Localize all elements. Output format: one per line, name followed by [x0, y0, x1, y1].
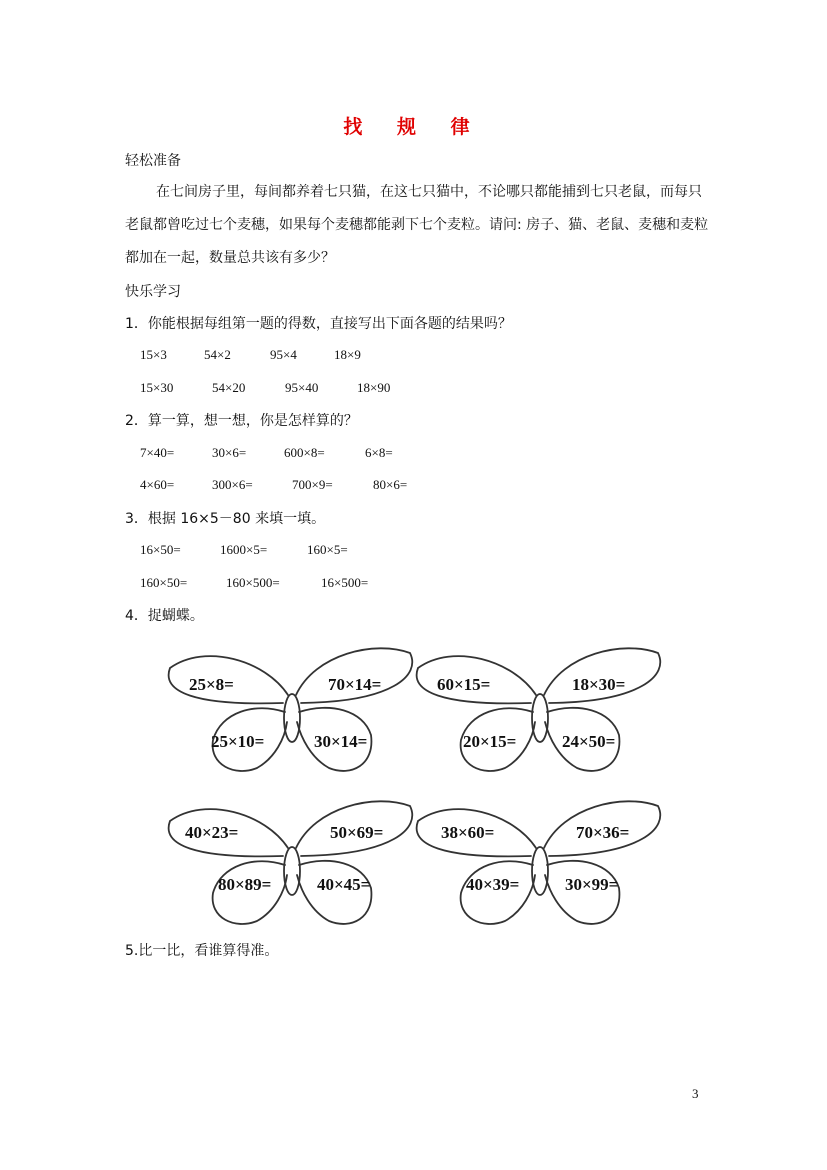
q2-item: 700×9= — [292, 477, 333, 492]
prep-heading: 轻松准备 — [125, 153, 181, 169]
butterfly-equation: 38×60= — [441, 823, 495, 842]
q3-item: 160×500= — [226, 575, 280, 590]
q3-item: 16×500= — [321, 575, 369, 590]
q2-row-1 — [140, 445, 393, 461]
q3-item: 160×50= — [140, 575, 188, 590]
q3-item: 1600×5= — [220, 542, 268, 557]
page-number: 3 — [692, 1086, 699, 1101]
q4-prompt: 4．捉蝴蝶。 — [125, 608, 204, 624]
q3-item: 16×50= — [140, 542, 181, 557]
q1-row-2 — [140, 380, 390, 396]
q2-prompt: 2．算一算，想一想，你是怎样算的？ — [125, 413, 358, 429]
butterfly-equation: 20×15= — [463, 732, 517, 751]
q2-item: 80×6= — [373, 477, 408, 492]
butterfly-1 — [165, 640, 420, 780]
q2-row-2 — [140, 477, 407, 493]
butterfly-3 — [165, 793, 420, 933]
butterfly-equation: 25×10= — [211, 732, 265, 751]
butterfly-equation: 70×36= — [576, 823, 630, 842]
butterfly-equation: 50×69= — [330, 823, 384, 842]
butterfly-equation: 18×30= — [572, 675, 626, 694]
prep-paragraph: 在七间房子里，每间都养着七只猫，在这七只猫中，不论哪只都能捕到七只老鼠，而每只老鼠都曾吃过七个麦穗，如果每个麦穗都能剥下七个麦粒。请问: 房子、猫、老鼠、麦穗和麦粒都加在一起，数量总共该有多少？ — [125, 184, 709, 266]
butterfly-outline — [413, 640, 668, 780]
butterfly-equation: 80×89= — [218, 875, 272, 894]
q2-item: 4×60= — [140, 477, 175, 492]
butterfly-equation: 70×14= — [328, 675, 382, 694]
q1-prompt: 1．你能根据每组第一题的得数，直接写出下面各题的结果吗？ — [125, 316, 512, 332]
q1-item: 95×40 — [285, 380, 319, 395]
q2-item: 6×8= — [365, 445, 393, 460]
q2-item: 600×8= — [284, 445, 325, 460]
q3-item: 160×5= — [307, 542, 348, 557]
butterfly-equation: 40×23= — [185, 823, 239, 842]
butterfly-equation: 24×50= — [562, 732, 616, 751]
butterfly-equation: 25×8= — [189, 675, 234, 694]
butterfly-outline — [165, 793, 420, 933]
learn-heading: 快乐学习 — [125, 284, 181, 300]
butterfly-equation: 40×45= — [317, 875, 371, 894]
q3-prompt: 3．根据 16×5－80 来填一填。 — [125, 511, 326, 527]
q1-item: 95×4 — [270, 347, 297, 362]
q3-row-2 — [140, 575, 368, 591]
q1-item: 18×9 — [334, 347, 361, 362]
q1-item: 54×20 — [212, 380, 246, 395]
q1-item: 15×30 — [140, 380, 174, 395]
q1-item: 15×3 — [140, 347, 167, 362]
q1-item: 54×2 — [204, 347, 231, 362]
butterfly-equation: 60×15= — [437, 675, 491, 694]
butterfly-equation: 40×39= — [466, 875, 520, 894]
q2-item: 7×40= — [140, 445, 175, 460]
butterfly-2 — [413, 640, 668, 780]
butterfly-outline — [413, 793, 668, 933]
q2-item: 30×6= — [212, 445, 247, 460]
butterfly-equation: 30×99= — [565, 875, 619, 894]
q1-item: 18×90 — [357, 380, 391, 395]
butterfly-outline — [165, 640, 420, 780]
page-title: 找 规 律 — [343, 116, 484, 138]
q2-item: 300×6= — [212, 477, 253, 492]
q5-prompt: 5.比一比，看谁算得准。 — [125, 943, 279, 959]
butterfly-4 — [413, 793, 668, 933]
q3-row-1 — [140, 542, 348, 558]
q1-row-1 — [140, 347, 361, 363]
butterfly-equation: 30×14= — [314, 732, 368, 751]
